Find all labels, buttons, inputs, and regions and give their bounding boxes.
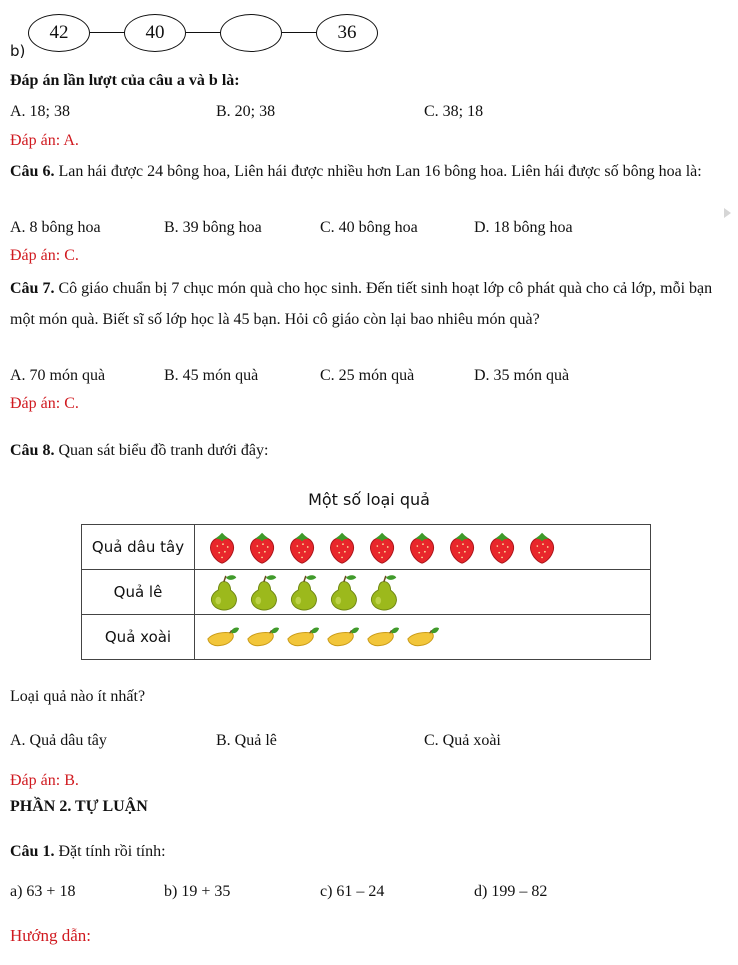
q7-option-c: C. 25 món quà bbox=[320, 367, 415, 384]
calc-a: a) 63 + 18 bbox=[10, 883, 76, 900]
mango-icon bbox=[405, 617, 441, 657]
mango-icon bbox=[365, 617, 401, 657]
q6-option-a: A. 8 bông hoa bbox=[10, 219, 101, 236]
question-7 bbox=[10, 273, 726, 335]
pear-icon bbox=[205, 572, 241, 612]
answer-ab: Đáp án: A. bbox=[10, 132, 79, 149]
question-8-text: Quan sát biểu đồ tranh dưới đây: bbox=[58, 442, 269, 459]
mango-icon bbox=[205, 617, 241, 657]
q6-option-b: B. 39 bông hoa bbox=[164, 219, 262, 236]
part-2-q1-text: Đặt tính rồi tính: bbox=[58, 843, 166, 860]
chart-row-mango bbox=[82, 615, 651, 660]
strawberry-icon bbox=[205, 527, 241, 567]
category-label: Quả lê bbox=[82, 570, 195, 615]
mango-icons bbox=[195, 615, 650, 659]
strawberry-icon bbox=[445, 527, 481, 567]
mango-icon bbox=[325, 617, 361, 657]
category-label: Quả dâu tây bbox=[82, 525, 195, 570]
pear-icon bbox=[325, 572, 361, 612]
q8-option-a: A. Quả dâu tây bbox=[10, 732, 107, 749]
question-6-text: Lan hái được 24 bông hoa, Liên hái được nhiều hơn Lan 16 bông hoa. Liên hái được số bông hoa là: bbox=[58, 163, 702, 180]
question-8-prompt: Loại quả nào ít nhất? bbox=[10, 688, 146, 705]
calc-d: d) 199 – 82 bbox=[474, 883, 548, 900]
chart-row-pear bbox=[82, 570, 651, 615]
chart-title: Một số loại quả bbox=[308, 490, 430, 509]
question-ab-title: Đáp án lần lượt của câu a và b là: bbox=[10, 72, 240, 89]
chain-node-4: 36 bbox=[316, 14, 378, 52]
chain-node-1: 42 bbox=[28, 14, 90, 52]
question-8 bbox=[10, 442, 268, 460]
chain-link bbox=[90, 32, 126, 33]
answer-8: Đáp án: B. bbox=[10, 772, 79, 789]
strawberry-icon bbox=[325, 527, 361, 567]
q6-option-c: C. 40 bông hoa bbox=[320, 219, 418, 236]
strawberry-icons bbox=[195, 525, 650, 569]
question-7-label: Câu 7. bbox=[10, 280, 55, 297]
guide-heading: Hướng dẫn: bbox=[10, 926, 91, 945]
question-7-text: Cô giáo chuẩn bị 7 chục món quà cho học sinh. Đến tiết sinh hoạt lớp cô phát quà cho cả lớp, mỗi bạn một món quà. Biết sĩ số lớp học là 45 bạn. Hỏi cô giáo còn lại bao nhiêu món quà? bbox=[10, 280, 713, 328]
part-2-heading: PHẦN 2. TỰ LUẬN bbox=[10, 798, 148, 815]
strawberry-icon bbox=[405, 527, 441, 567]
strawberry-icon bbox=[285, 527, 321, 567]
option-b: B. 20; 38 bbox=[216, 103, 276, 120]
q7-option-d: D. 35 món quà bbox=[474, 367, 570, 384]
question-6 bbox=[10, 158, 726, 185]
pear-icon bbox=[285, 572, 321, 612]
mango-icon bbox=[245, 617, 281, 657]
strawberry-icon bbox=[245, 527, 281, 567]
category-label: Quả xoài bbox=[82, 615, 195, 660]
part-2-q1-label: Câu 1. bbox=[10, 843, 55, 860]
option-c: C. 38; 18 bbox=[424, 103, 484, 120]
number-chain bbox=[0, 0, 738, 70]
strawberry-icon bbox=[525, 527, 561, 567]
page-marker-icon bbox=[724, 208, 731, 218]
answer-6: Đáp án: C. bbox=[10, 247, 79, 264]
pear-icon bbox=[365, 572, 401, 612]
chain-link bbox=[282, 32, 318, 33]
chart-row-strawberry bbox=[82, 525, 651, 570]
calc-b: b) 19 + 35 bbox=[164, 883, 231, 900]
strawberry-icon bbox=[365, 527, 401, 567]
chain-link bbox=[186, 32, 222, 33]
part-2-question-1 bbox=[10, 843, 166, 861]
strawberry-icon bbox=[485, 527, 521, 567]
pear-icon bbox=[245, 572, 281, 612]
chain-label: b) bbox=[10, 42, 26, 60]
answer-7: Đáp án: C. bbox=[10, 395, 79, 412]
question-6-label: Câu 6. bbox=[10, 163, 55, 180]
option-a: A. 18; 38 bbox=[10, 103, 70, 120]
q8-option-b: B. Quả lê bbox=[216, 732, 277, 749]
q7-option-b: B. 45 món quà bbox=[164, 367, 259, 384]
question-8-label: Câu 8. bbox=[10, 442, 55, 459]
chain-node-2: 40 bbox=[124, 14, 186, 52]
chain-node-3-blank bbox=[220, 14, 282, 52]
mango-icon bbox=[285, 617, 321, 657]
calc-c: c) 61 – 24 bbox=[320, 883, 385, 900]
q6-option-d: D. 18 bông hoa bbox=[474, 219, 573, 236]
q7-option-a: A. 70 món quà bbox=[10, 367, 106, 384]
q8-option-c: C. Quả xoài bbox=[424, 732, 501, 749]
pear-icons bbox=[195, 570, 650, 614]
picture-chart bbox=[81, 524, 651, 660]
